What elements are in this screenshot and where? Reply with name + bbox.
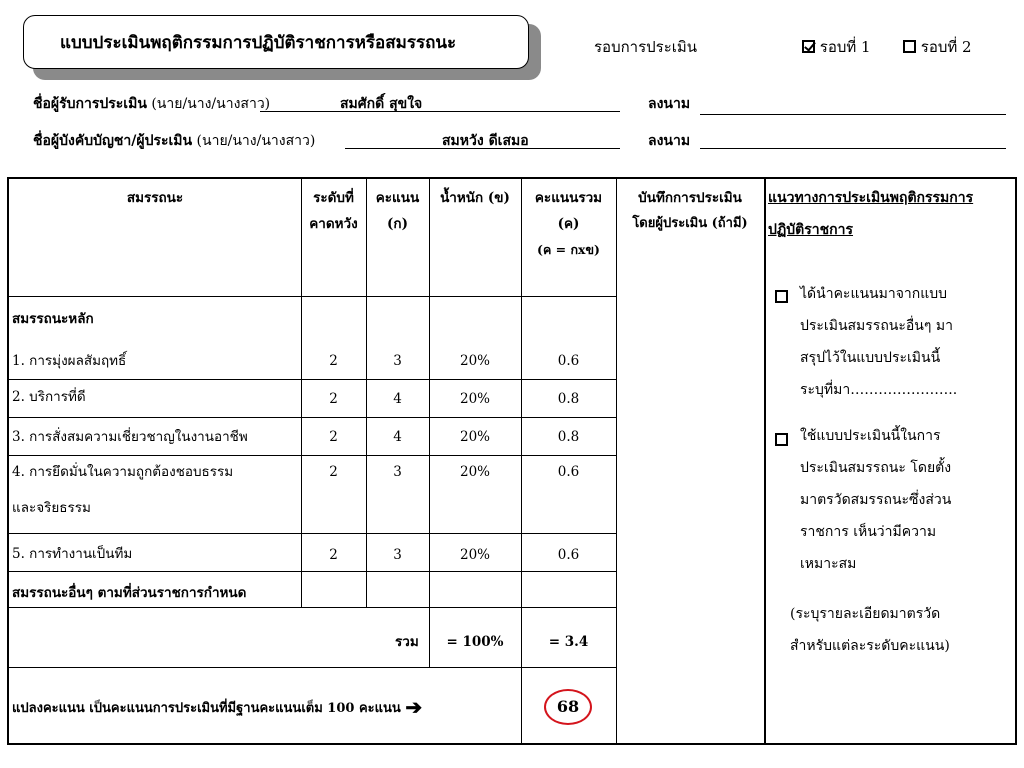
guide-option-1 — [800, 282, 957, 403]
weight-value: 20% — [459, 391, 490, 407]
guide-option-1-line: ระบุที่มา………………….. — [800, 382, 958, 398]
row-divider — [7, 667, 616, 668]
row-divider — [7, 379, 616, 380]
evaluatee-row — [33, 93, 270, 115]
header-score-line1: คะแนน — [375, 190, 420, 206]
competency-name: 2. บริการที่ดี — [12, 389, 86, 405]
total-value: 0.8 — [557, 391, 580, 407]
round-2-label: รอบที่ 2 — [920, 38, 972, 56]
sum-total: = 3.4 — [548, 634, 589, 650]
evaluator-sign-line[interactable] — [700, 148, 1006, 149]
final-score: 68 — [556, 697, 580, 716]
evaluatee-sign-line[interactable] — [700, 114, 1006, 115]
header-total-line1: คะแนนรวม — [534, 190, 603, 206]
header-level — [301, 188, 366, 234]
evaluator-name-line — [345, 148, 620, 149]
row-divider — [7, 417, 616, 418]
evaluator-sign-label: ลงนาม — [648, 133, 691, 149]
header-level-line2: คาดหวัง — [309, 216, 358, 232]
evaluatee-sign-label: ลงนาม — [648, 96, 691, 112]
evaluator-row — [33, 130, 315, 152]
header-note-line2: โดยผู้ประเมิน (ถ้ามี) — [632, 216, 748, 231]
checkbox-empty-icon[interactable] — [775, 433, 788, 446]
total-value: 0.6 — [557, 353, 580, 369]
col-divider — [616, 177, 617, 745]
guide-option-2-checkbox[interactable] — [775, 430, 788, 449]
core-competency-heading: สมรรถนะหลัก — [12, 311, 94, 327]
evaluator-label: ชื่อผู้บังคับบัญชา/ผู้ประเมิน — [33, 133, 193, 149]
expected-level: 2 — [329, 464, 338, 480]
sum-weight: = 100% — [446, 634, 504, 650]
header-weight: น้ำหนัก (ข) — [440, 190, 510, 206]
checkbox-empty-icon[interactable] — [903, 40, 916, 53]
guide-note-line: สำหรับแต่ละระดับคะแนน) — [790, 638, 950, 654]
total-value: 0.8 — [557, 429, 580, 445]
round-1-option[interactable] — [802, 35, 871, 59]
checkbox-empty-icon[interactable] — [775, 290, 788, 303]
right-arrow-icon: ➔ — [405, 695, 423, 719]
competency-name: 3. การสั่งสมความเชี่ยวชาญในงานอาชีพ — [12, 429, 248, 445]
row-divider — [7, 296, 616, 297]
weight-value: 20% — [459, 547, 490, 563]
expected-level: 2 — [329, 547, 338, 563]
row-divider — [7, 571, 616, 572]
guide-title-line2: ปฏิบัติราชการ — [768, 222, 854, 238]
convert-label-text: แปลงคะแนน เป็นคะแนนการประเมินที่มีฐานคะแนนเต็ม 100 คะแนน — [12, 701, 401, 716]
competency-name: 1. การมุ่งผลสัมฤทธิ์ — [12, 353, 127, 369]
guide-option-2-line: ราชการ เห็นว่ามีความ — [800, 524, 937, 540]
weight-value: 20% — [459, 353, 490, 369]
expected-level: 2 — [329, 353, 338, 369]
col-divider — [429, 177, 430, 667]
checkbox-checked-icon[interactable] — [802, 40, 815, 53]
guide-option-1-line: ได้นำคะแนนมาจากแบบ — [800, 286, 948, 302]
guide-option-1-checkbox[interactable] — [775, 287, 788, 306]
guide-option-1-line: ประเมินสมรรถนะอื่นๆ มา — [800, 318, 953, 334]
header-total-line2: (ค) — [557, 216, 580, 232]
total-value: 0.6 — [557, 464, 580, 480]
evaluator-name: สมหวัง ดีเสมอ — [442, 133, 529, 149]
guide-option-2-line: เหมาะสม — [800, 556, 857, 572]
competency-name: 4. การยึดมั่นในความถูกต้องชอบธรรม — [12, 464, 234, 480]
row-divider — [7, 533, 616, 534]
header-note — [616, 188, 764, 234]
total-value: 0.6 — [557, 547, 580, 563]
col-divider — [764, 177, 766, 745]
weight-value: 20% — [459, 464, 490, 480]
header-note-line1: บันทึกการประเมิน — [638, 190, 742, 206]
round-2-option[interactable] — [903, 35, 972, 59]
round-label: รอบการประเมิน — [594, 38, 698, 56]
evaluatee-label: ชื่อผู้รับการประเมิน — [33, 96, 147, 112]
score-value: 4 — [393, 429, 402, 445]
form-title — [23, 15, 529, 69]
row-divider — [7, 455, 616, 456]
guide-option-2 — [800, 424, 951, 577]
col-divider — [521, 177, 522, 745]
evaluatee-name-line — [260, 111, 620, 112]
guide-option-1-line: สรุปไว้ในแบบประเมินนี้ — [800, 350, 941, 366]
expected-level: 2 — [329, 429, 338, 445]
header-total-line3: (ค = กxข) — [537, 242, 600, 257]
guide-option-2-line: ใช้แบบประเมินนี้ในการ — [800, 428, 941, 444]
form-title-text: แบบประเมินพฤติกรรมการปฏิบัติราชการหรือสมรรถนะ — [60, 32, 457, 53]
score-value: 3 — [393, 547, 402, 563]
guide-option-2-line: มาตรวัดสมรรถนะซึ่งส่วน — [800, 492, 952, 508]
header-total — [521, 188, 616, 260]
expected-level: 2 — [329, 391, 338, 407]
weight-value: 20% — [459, 429, 490, 445]
sum-label: รวม — [395, 634, 419, 650]
guide-note-line: (ระบุรายละเอียดมาตรวัด — [790, 606, 941, 622]
row-divider — [7, 607, 616, 608]
guide-note — [790, 602, 950, 659]
header-score-line2: (ก) — [387, 216, 408, 232]
competency-name: 5. การทำงานเป็นทีม — [12, 546, 133, 562]
header-competency: สมรรถนะ — [126, 190, 184, 206]
guide-option-2-line: ประเมินสมรรถนะ โดยตั้ง — [800, 460, 952, 476]
evaluatee-prefix: (นาย/นาง/นางสาว) — [151, 96, 271, 112]
round-1-label: รอบที่ 1 — [819, 38, 871, 56]
guide-title-line1: แนวทางการประเมินพฤติกรรมการ — [768, 190, 974, 206]
convert-label — [12, 697, 422, 719]
evaluatee-name: สมศักดิ์ สุขใจ — [340, 96, 423, 112]
evaluator-prefix: (นาย/นาง/นางสาว) — [196, 133, 316, 149]
header-score — [366, 188, 429, 234]
score-value: 4 — [393, 391, 402, 407]
other-competency-heading: สมรรถนะอื่นๆ ตามที่ส่วนราชการกำหนด — [12, 585, 247, 601]
header-level-line1: ระดับที่ — [313, 190, 354, 206]
score-value: 3 — [393, 353, 402, 369]
competency-name-cont: และจริยธรรม — [12, 500, 91, 516]
score-value: 3 — [393, 464, 402, 480]
